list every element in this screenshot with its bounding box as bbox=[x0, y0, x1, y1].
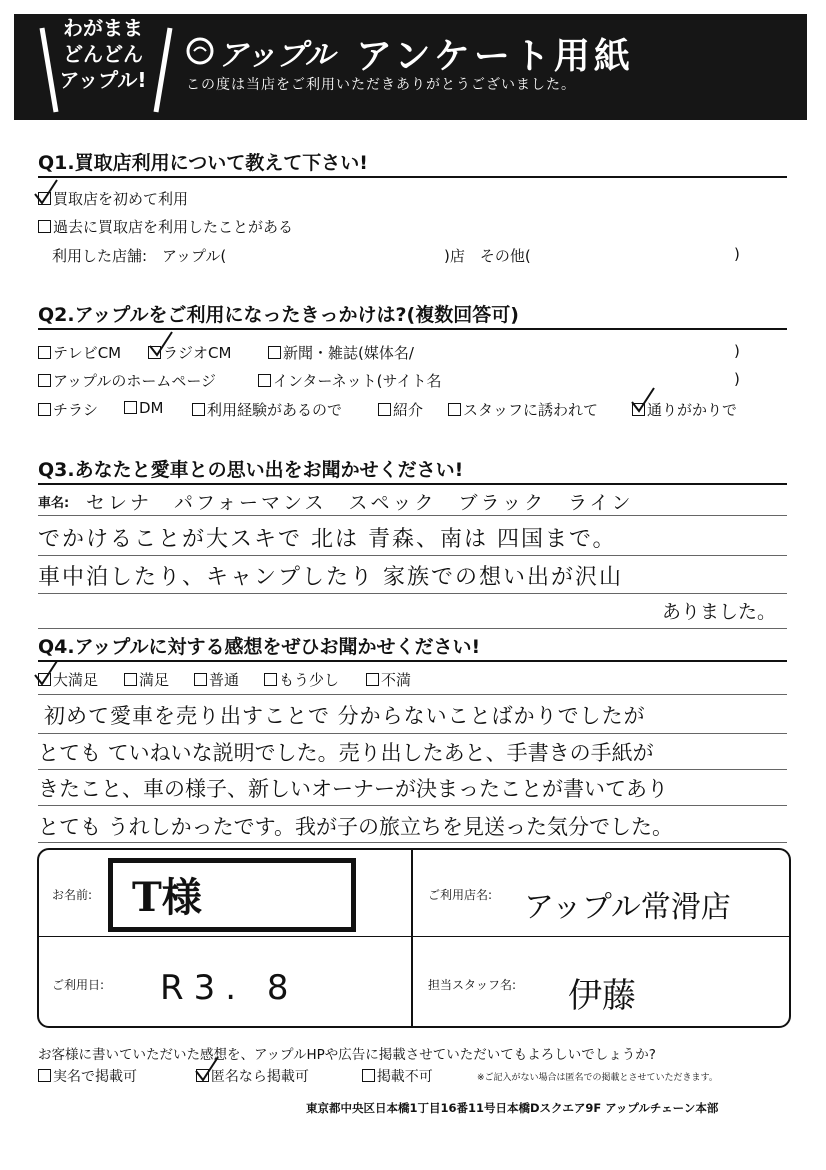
checkbox[interactable] bbox=[192, 403, 205, 416]
q2-option-homepage[interactable] bbox=[38, 370, 216, 391]
q3-title: Q3.あなたと愛車との思い出をお聞かせください! bbox=[38, 459, 464, 481]
q1-store-end: ) bbox=[734, 245, 740, 263]
checkbox[interactable] bbox=[258, 374, 271, 387]
checkbox[interactable] bbox=[38, 1069, 51, 1082]
brand-logo: アップル bbox=[218, 38, 335, 73]
q2-option-internet[interactable] bbox=[258, 370, 441, 391]
q2-option-newspaper[interactable] bbox=[268, 342, 414, 363]
form-title: アンケート用紙 bbox=[356, 36, 634, 77]
q1-option-first-time[interactable] bbox=[38, 188, 188, 209]
q1-rule bbox=[38, 176, 787, 178]
thanks-message: この度は当店をご利用いただきありがとうございました。 bbox=[186, 77, 576, 93]
q2-option-flyer[interactable] bbox=[38, 399, 98, 420]
checkmark-icon bbox=[148, 330, 174, 358]
q2-option-experience-label: 利用経験があるので bbox=[207, 401, 343, 419]
q4-option-not-quite-label: もう少し bbox=[279, 671, 340, 689]
name-value: T様 bbox=[132, 874, 202, 921]
checkmark-icon bbox=[33, 178, 59, 206]
slogan-line-2: どんどん bbox=[63, 42, 143, 66]
checkbox[interactable] bbox=[264, 673, 277, 686]
q1-option-used-before[interactable] bbox=[38, 216, 293, 237]
writing-line bbox=[38, 515, 787, 516]
q4-option-dissatisfied[interactable] bbox=[366, 669, 411, 690]
writing-line bbox=[38, 694, 787, 695]
checkmark-icon bbox=[33, 659, 59, 687]
q2-option-internet-label: インターネット(サイト名 bbox=[273, 372, 442, 390]
writing-line bbox=[38, 555, 787, 556]
store-value: アップル常滑店 bbox=[524, 890, 731, 925]
date-label: ご利用日: bbox=[52, 978, 105, 992]
q1-store-mid: )店 その他( bbox=[444, 247, 531, 265]
q1-store-prefix: 利用した店舗: アップル( bbox=[52, 247, 227, 265]
q4-option-average[interactable] bbox=[194, 669, 239, 690]
slogan-line-3: アップル! bbox=[59, 68, 147, 92]
q2-option-staff-label: スタッフに誘われて bbox=[463, 401, 599, 419]
q2-option-passing-by-label: 通りがかりで bbox=[647, 401, 738, 419]
q2-option-staff[interactable] bbox=[448, 399, 598, 420]
q4-option-dissatisfied-label: 不満 bbox=[381, 671, 412, 689]
q2-row2-end: ) bbox=[734, 370, 740, 388]
q4-answer-line-2: とても ていねいな説明でした。売り出したあと、手書きの手紙が bbox=[38, 741, 654, 765]
q2-option-radio-label: ラジオCM bbox=[163, 344, 232, 362]
checkbox[interactable] bbox=[38, 374, 51, 387]
writing-line bbox=[38, 593, 787, 594]
name-label: お名前: bbox=[52, 888, 93, 902]
q4-answer-line-3: きたこと、車の様子、新しいオーナーが決まったことが書いてあり bbox=[38, 777, 668, 801]
q2-option-newspaper-label: 新聞・雑誌(媒体名/ bbox=[283, 344, 414, 362]
q3-answer-line-3: ありました。 bbox=[662, 601, 777, 623]
checkbox[interactable] bbox=[38, 403, 51, 416]
q1-option-used-before-label: 過去に買取店を利用したことがある bbox=[53, 218, 294, 236]
q4-rule bbox=[38, 660, 787, 662]
publish-permission-question: お客様に書いていただいた感想を、アップルHPや広告に掲載させていただいてもよろしいでしょうか? bbox=[38, 1047, 656, 1063]
writing-line bbox=[38, 733, 787, 734]
store-label: ご利用店名: bbox=[428, 888, 493, 902]
publish-option-real-name[interactable] bbox=[38, 1069, 137, 1085]
writing-line bbox=[38, 769, 787, 770]
q3-answer-line-1: でかけることが大スキで 北は 青森、南は 四国まで。 bbox=[38, 527, 617, 552]
checkbox[interactable] bbox=[378, 403, 391, 416]
q3-answer-line-2: 車中泊したり、キャンプしたり 家族での想い出が沢山 bbox=[38, 565, 623, 590]
checkbox[interactable] bbox=[268, 346, 281, 359]
staff-label: 担当スタッフ名: bbox=[428, 978, 517, 992]
apple-logo-icon bbox=[185, 36, 215, 66]
publish-option-real-name-label: 実名で掲載可 bbox=[53, 1069, 137, 1085]
checkmark-icon bbox=[194, 1055, 220, 1083]
writing-line bbox=[38, 805, 787, 806]
q2-option-dm[interactable] bbox=[124, 399, 164, 417]
publish-option-no[interactable] bbox=[362, 1069, 433, 1085]
publish-option-anonymous-label: 匿名なら掲載可 bbox=[210, 1069, 309, 1085]
q2-option-referral-label: 紹介 bbox=[393, 401, 424, 419]
q2-option-tv-label: テレビCM bbox=[53, 344, 122, 362]
q4-option-satisfied[interactable] bbox=[124, 669, 169, 690]
checkbox[interactable] bbox=[366, 673, 379, 686]
checkbox[interactable] bbox=[38, 220, 51, 233]
checkbox[interactable] bbox=[448, 403, 461, 416]
q2-option-referral[interactable] bbox=[378, 399, 423, 420]
q4-option-not-quite[interactable] bbox=[264, 669, 339, 690]
q4-option-satisfied-label: 満足 bbox=[139, 671, 170, 689]
q2-option-homepage-label: アップルのホームページ bbox=[53, 372, 217, 390]
q1-title: Q1.買取店利用について教えて下さい! bbox=[38, 152, 368, 174]
q4-option-average-label: 普通 bbox=[209, 671, 240, 689]
publish-option-no-label: 掲載不可 bbox=[376, 1069, 433, 1085]
checkbox[interactable] bbox=[124, 673, 137, 686]
checkmark-icon bbox=[630, 386, 656, 414]
q2-row1-end: ) bbox=[734, 342, 740, 360]
car-name-label: 車名: bbox=[38, 496, 70, 511]
q4-option-very-satisfied-label: 大満足 bbox=[53, 671, 99, 689]
q2-option-flyer-label: チラシ bbox=[53, 401, 99, 419]
slogan-line-1: わがまま bbox=[63, 16, 143, 40]
car-name-value: セレナ パフォーマンス スペック ブラック ライン bbox=[86, 492, 634, 514]
q4-title: Q4.アップルに対する感想をぜひお聞かせください! bbox=[38, 636, 481, 658]
slogan-bracket-icon bbox=[36, 22, 176, 118]
publish-note: ※ご記入がない場合は匿名での掲載とさせていただきます。 bbox=[477, 1073, 718, 1083]
publish-options bbox=[38, 1066, 433, 1086]
table-divider-vertical bbox=[411, 850, 413, 1026]
checkbox[interactable] bbox=[194, 673, 207, 686]
checkbox[interactable] bbox=[124, 401, 137, 414]
hq-address: 東京都中央区日本橋1丁目16番11号日本橋Dスクエア9F アップルチェーン本部 bbox=[306, 1101, 719, 1115]
q2-option-tv[interactable] bbox=[38, 342, 121, 363]
q4-answer-line-1: 初めて愛車を売り出すことで 分からないことばかりでしたが bbox=[44, 704, 646, 728]
checkbox[interactable] bbox=[362, 1069, 375, 1082]
table-divider-horizontal bbox=[39, 936, 789, 937]
writing-line bbox=[38, 842, 787, 843]
checkbox[interactable] bbox=[38, 346, 51, 359]
q3-rule bbox=[38, 483, 787, 485]
date-value: R3. 8 bbox=[160, 968, 299, 1008]
q1-option-first-time-label: 買取店を初めて利用 bbox=[53, 190, 189, 208]
q2-option-experience[interactable] bbox=[192, 399, 342, 420]
staff-value: 伊藤 bbox=[568, 976, 636, 1016]
q4-answer-line-4: とても うれしかったです。我が子の旅立ちを見送った気分でした。 bbox=[38, 815, 673, 839]
q2-option-dm-label: DM bbox=[139, 399, 164, 417]
writing-line bbox=[38, 628, 787, 629]
q2-title: Q2.アップルをご利用になったきっかけは?(複数回答可) bbox=[38, 304, 519, 326]
